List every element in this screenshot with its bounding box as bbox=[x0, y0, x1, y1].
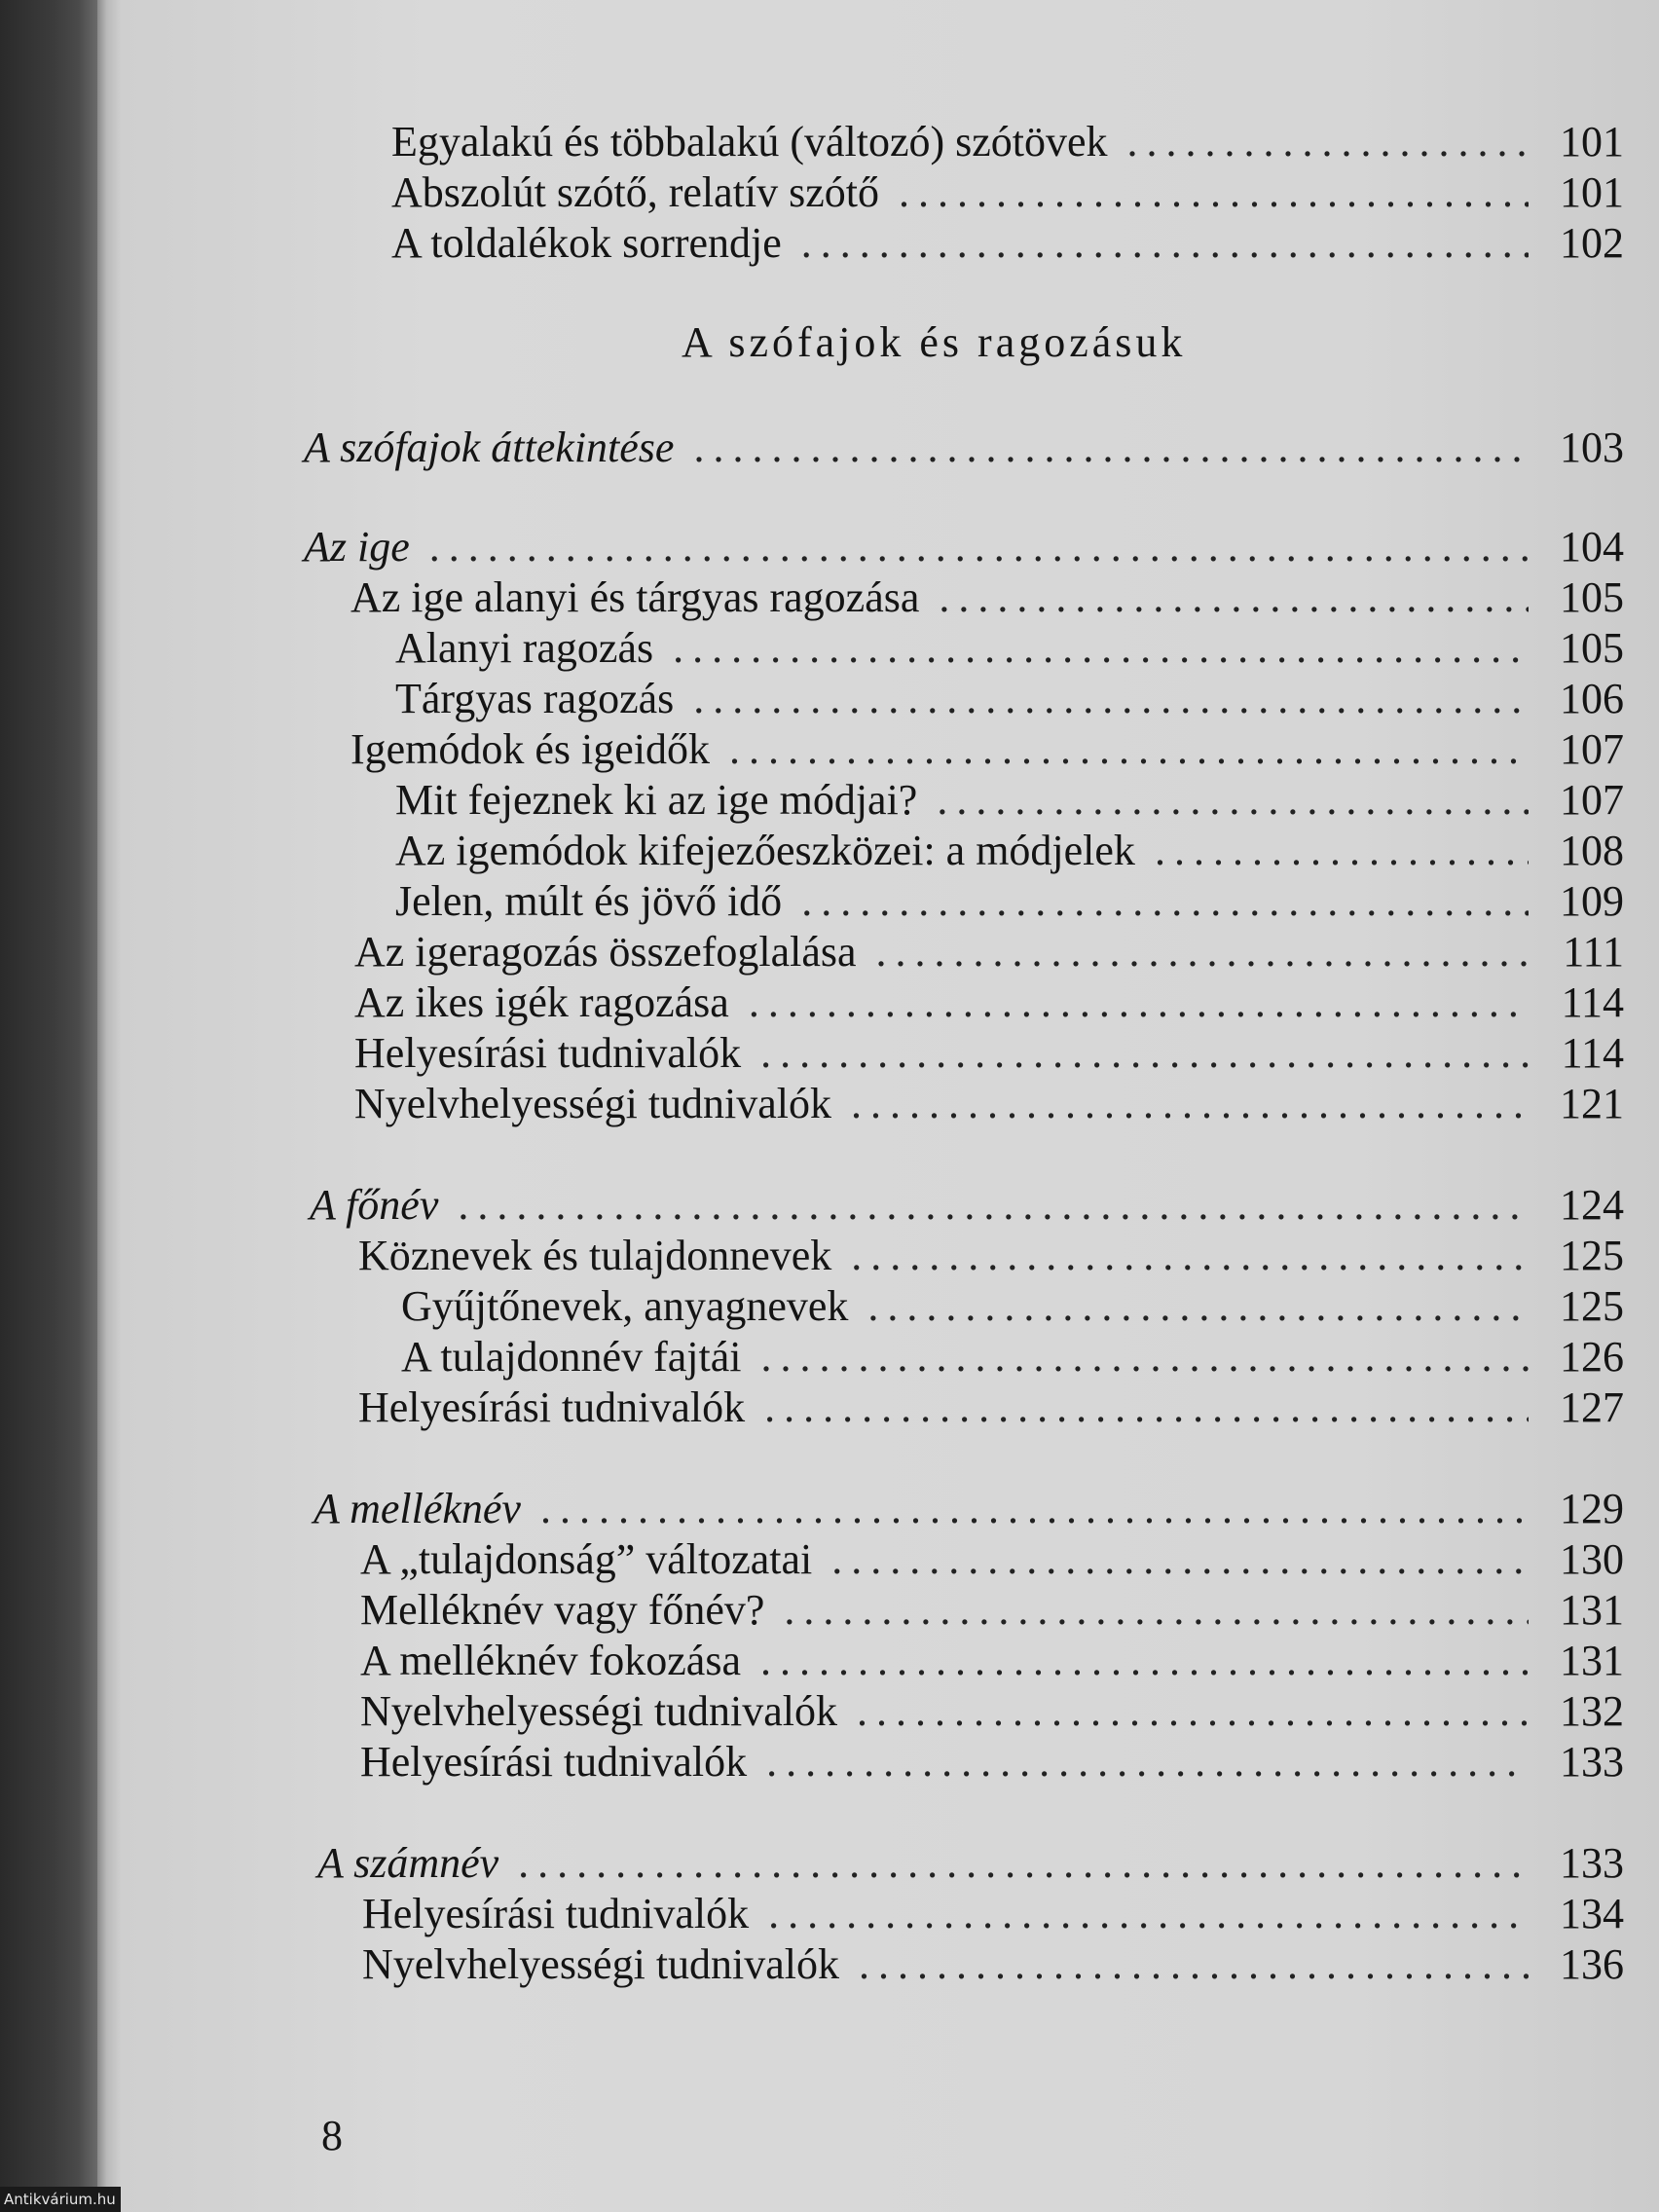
toc-entry-title: Tárgyas ragozás bbox=[395, 675, 675, 722]
dot-leader bbox=[429, 522, 1529, 572]
toc-entry-title: Helyesírási tudnivalók bbox=[362, 1890, 750, 1937]
toc-entry bbox=[395, 775, 1624, 826]
dot-leader bbox=[766, 1737, 1529, 1788]
toc-entry-page: 111 bbox=[1563, 928, 1624, 976]
toc-entry-page: 102 bbox=[1560, 219, 1624, 267]
toc-entry-page: 126 bbox=[1560, 1333, 1624, 1381]
toc-entry bbox=[362, 1939, 1624, 1990]
toc-entry-title: Alanyi ragozás bbox=[395, 624, 654, 672]
toc-entry bbox=[360, 1636, 1624, 1686]
toc-chapter bbox=[304, 423, 1624, 473]
toc-entry bbox=[395, 674, 1624, 724]
dot-leader bbox=[540, 1484, 1529, 1534]
toc-entry-page: 121 bbox=[1560, 1080, 1624, 1127]
toc-entry bbox=[391, 218, 1624, 269]
toc-entry bbox=[354, 1028, 1624, 1079]
dot-leader bbox=[876, 927, 1529, 977]
toc-entry-title: A tulajdonnév fajtái bbox=[401, 1333, 742, 1381]
page-number: 8 bbox=[321, 2112, 343, 2159]
toc-entry-page: 136 bbox=[1560, 1940, 1624, 1988]
toc-entry bbox=[401, 1281, 1624, 1332]
toc-entry bbox=[362, 1889, 1624, 1939]
toc-entry-page: 107 bbox=[1560, 725, 1624, 773]
dot-leader bbox=[729, 724, 1529, 775]
dot-leader bbox=[749, 977, 1529, 1028]
toc-entry bbox=[391, 167, 1624, 218]
toc-entry-title: Helyesírási tudnivalók bbox=[358, 1383, 746, 1431]
toc-entry-page: 132 bbox=[1560, 1687, 1624, 1735]
toc-entry-page: 105 bbox=[1560, 573, 1624, 621]
toc-chapter bbox=[304, 522, 1624, 572]
toc-entry bbox=[358, 1382, 1624, 1433]
dot-leader bbox=[831, 1534, 1529, 1585]
toc-entry bbox=[358, 1231, 1624, 1281]
toc-entry-title: Az ige bbox=[304, 523, 410, 571]
toc-entry-page: 107 bbox=[1560, 776, 1624, 824]
toc-entry-title: Igemódok és igeidők bbox=[350, 725, 711, 773]
toc-entry-page: 131 bbox=[1560, 1586, 1624, 1634]
toc-entry-title: Köznevek és tulajdonnevek bbox=[358, 1232, 832, 1279]
toc-entry-title: Nyelvhelyességi tudnivalók bbox=[354, 1080, 832, 1127]
toc-entry-page: 127 bbox=[1560, 1383, 1624, 1431]
toc-entry-title: Helyesírási tudnivalók bbox=[360, 1738, 748, 1786]
toc-entry bbox=[360, 1534, 1624, 1585]
toc-entry-page: 101 bbox=[1560, 118, 1624, 166]
dot-leader bbox=[760, 1332, 1529, 1382]
toc-entry bbox=[391, 117, 1624, 167]
section-heading: A szófajok és ragozásuk bbox=[682, 318, 1187, 366]
toc-entry-title: Nyelvhelyességi tudnivalók bbox=[362, 1940, 840, 1988]
dot-leader bbox=[867, 1281, 1529, 1332]
toc-entry-page: 103 bbox=[1560, 424, 1624, 471]
toc-entry-title: Az ige alanyi és tárgyas ragozása bbox=[350, 573, 920, 621]
toc-entry-page: 106 bbox=[1560, 675, 1624, 722]
dot-leader bbox=[518, 1838, 1529, 1889]
dot-leader bbox=[801, 876, 1529, 927]
toc-entry-title: Az ikes igék ragozása bbox=[354, 978, 729, 1026]
dot-leader bbox=[760, 1028, 1529, 1079]
toc-entry-page: 129 bbox=[1560, 1485, 1624, 1532]
toc-entry-page: 134 bbox=[1560, 1890, 1624, 1937]
toc-entry-page: 125 bbox=[1560, 1282, 1624, 1330]
toc-entry-title: Abszolút szótő, relatív szótő bbox=[391, 168, 880, 216]
dot-leader bbox=[673, 623, 1529, 674]
toc-entry bbox=[360, 1686, 1624, 1737]
dot-leader bbox=[764, 1382, 1529, 1433]
toc-entry-title: A toldalékok sorrendje bbox=[391, 219, 782, 267]
toc-entry bbox=[354, 927, 1624, 977]
dot-leader bbox=[1155, 826, 1529, 876]
toc-entry bbox=[354, 977, 1624, 1028]
toc-entry-title: Az igeragozás összefoglalása bbox=[354, 928, 857, 976]
toc-entry-title: Mit fejeznek ki az ige módjai? bbox=[395, 776, 918, 824]
dot-leader bbox=[760, 1636, 1529, 1686]
toc-entry-title: Gyűjtőnevek, anyagnevek bbox=[401, 1282, 849, 1330]
toc-chapter bbox=[317, 1838, 1624, 1889]
toc-entry bbox=[395, 876, 1624, 927]
dot-leader bbox=[857, 1686, 1529, 1737]
dot-leader bbox=[859, 1939, 1529, 1990]
dot-leader bbox=[851, 1231, 1529, 1281]
toc-entry-page: 133 bbox=[1560, 1839, 1624, 1887]
dot-leader bbox=[693, 423, 1529, 473]
toc-entry-page: 109 bbox=[1560, 877, 1624, 925]
toc-entry-page: 101 bbox=[1560, 168, 1624, 216]
toc-entry-page: 124 bbox=[1560, 1181, 1624, 1229]
toc-entry-title: Egyalakú és többalakú (változó) szótövek bbox=[391, 118, 1108, 166]
toc-entry-title: Helyesírási tudnivalók bbox=[354, 1029, 742, 1077]
toc-entry-page: 125 bbox=[1560, 1232, 1624, 1279]
dot-leader bbox=[693, 674, 1529, 724]
dot-leader bbox=[801, 218, 1529, 269]
toc-entry bbox=[395, 623, 1624, 674]
toc-entry-page: 133 bbox=[1560, 1738, 1624, 1786]
toc-entry bbox=[395, 826, 1624, 876]
toc-entry-title: A főnév bbox=[310, 1181, 439, 1229]
dot-leader bbox=[784, 1585, 1529, 1636]
toc-entry-page: 114 bbox=[1561, 1029, 1624, 1077]
dot-leader bbox=[939, 572, 1529, 623]
toc-entry bbox=[360, 1585, 1624, 1636]
toc-entry bbox=[350, 724, 1624, 775]
toc-entry-title: Az igemódok kifejezőeszközei: a módjelek bbox=[395, 827, 1135, 874]
dot-leader bbox=[1127, 117, 1529, 167]
dot-leader bbox=[899, 167, 1529, 218]
toc-entry-title: Nyelvhelyességi tudnivalók bbox=[360, 1687, 838, 1735]
dot-leader bbox=[458, 1180, 1529, 1231]
toc-entry-title: A számnév bbox=[317, 1839, 499, 1887]
toc-entry bbox=[360, 1737, 1624, 1788]
watermark-label: Antikvárium.hu bbox=[0, 2187, 121, 2212]
toc-chapter bbox=[310, 1180, 1624, 1231]
toc-entry-title: A melléknév fokozása bbox=[360, 1637, 741, 1684]
dot-leader bbox=[768, 1889, 1529, 1939]
dot-leader bbox=[937, 775, 1529, 826]
toc-entry-title: Melléknév vagy főnév? bbox=[360, 1586, 765, 1634]
toc-entry-title: A melléknév bbox=[313, 1485, 521, 1532]
toc-entry-title: A szófajok áttekintése bbox=[304, 424, 675, 471]
toc-entry-page: 105 bbox=[1560, 624, 1624, 672]
toc-entry-page: 104 bbox=[1560, 523, 1624, 571]
toc-entry-title: A „tulajdonság” változatai bbox=[360, 1535, 813, 1583]
toc-entry bbox=[354, 1079, 1624, 1129]
toc-chapter bbox=[313, 1484, 1624, 1534]
dot-leader bbox=[851, 1079, 1529, 1129]
toc-entry bbox=[401, 1332, 1624, 1382]
toc-entry bbox=[350, 572, 1624, 623]
toc-entry-title: Jelen, múlt és jövő idő bbox=[395, 877, 783, 925]
toc-entry-page: 108 bbox=[1560, 827, 1624, 874]
toc-entry-page: 130 bbox=[1560, 1535, 1624, 1583]
toc-entry-page: 131 bbox=[1560, 1637, 1624, 1684]
toc-entry-page: 114 bbox=[1561, 978, 1624, 1026]
